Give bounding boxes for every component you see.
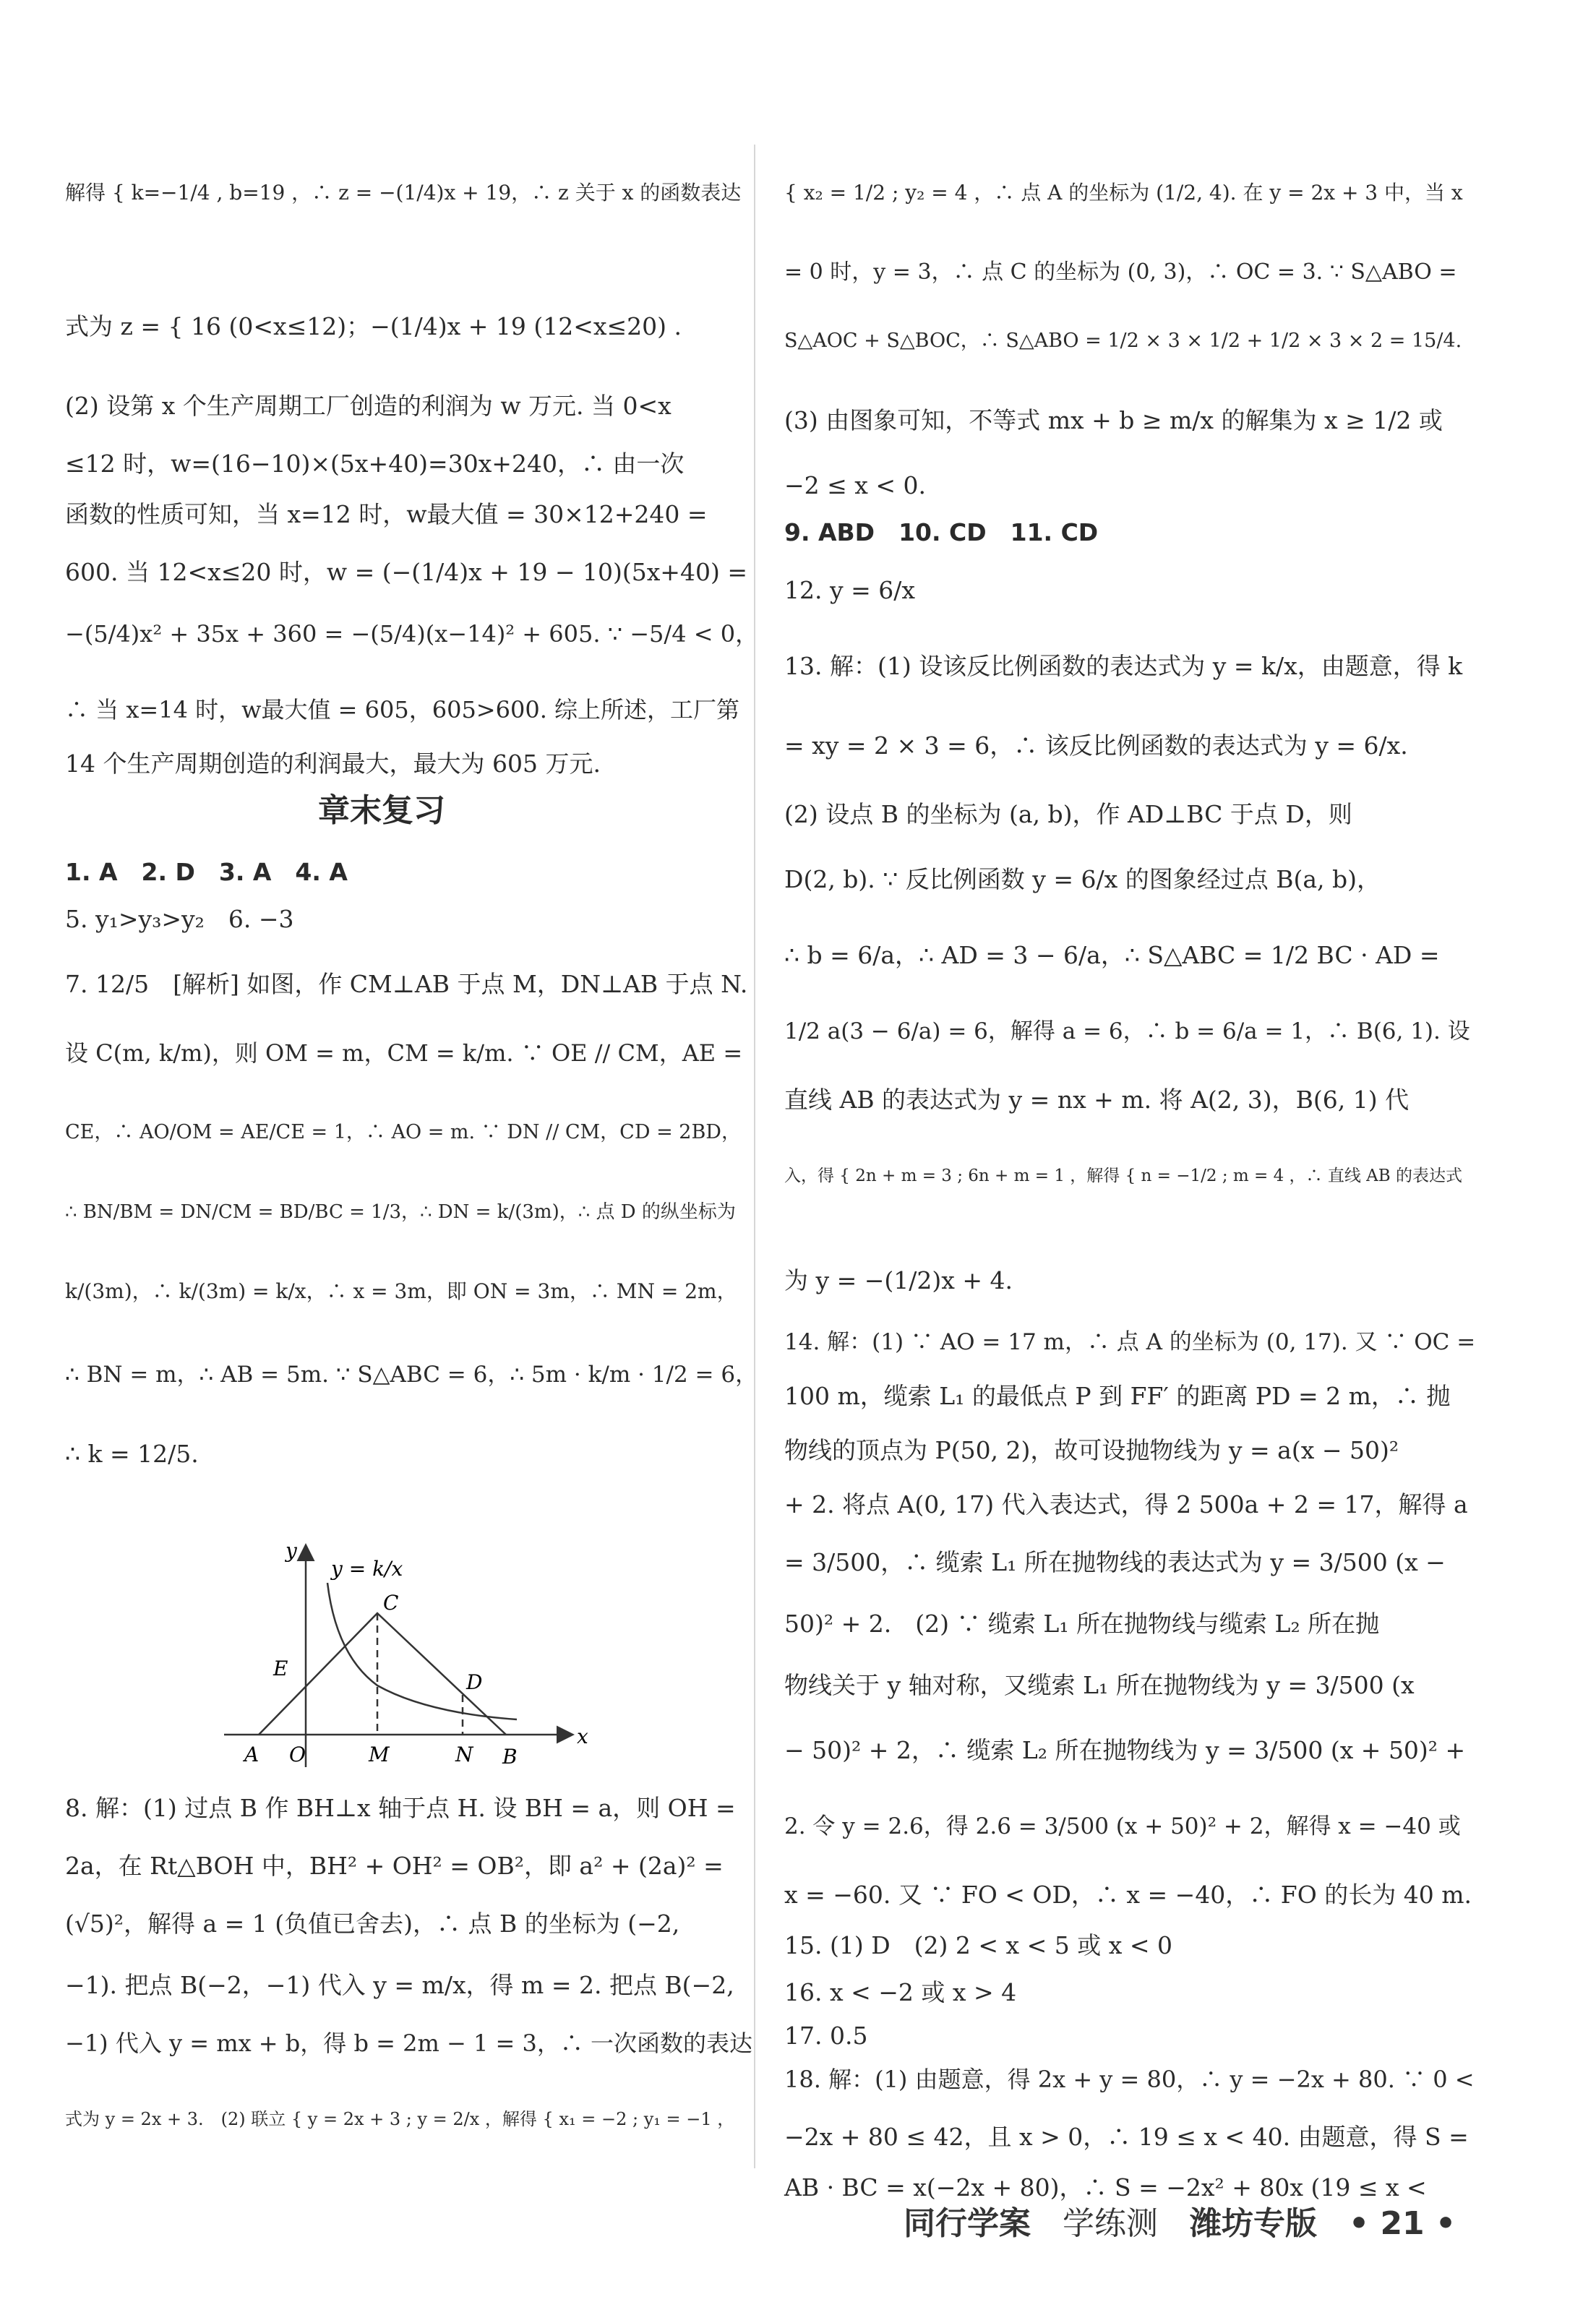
- text-line: (2) 设第 x 个生产周期工厂创造的利润为 w 万元. 当 0<x: [65, 392, 672, 420]
- text-line: 解得 { k=−1/4 , b=19 ，∴ z = −(1/4)x + 19，∴ z 关于 x 的函数表达: [65, 181, 742, 205]
- text-line: −2x + 80 ≤ 42，且 x > 0，∴ 19 ≤ x < 40. 由题意，得 S =: [784, 2123, 1469, 2151]
- label-m: M: [369, 1743, 390, 1766]
- text-line: AB · BC = x(−2x + 80)，∴ S = −2x² + 80x (19 ≤ x <: [784, 2173, 1427, 2202]
- text-line: D(2, b). ∵ 反比例函数 y = 6/x 的图象经过点 B(a, b)，: [784, 865, 1381, 893]
- hyperbola-curve: [327, 1583, 517, 1719]
- text-line: 物线的顶点为 P(50, 2)，故可设抛物线为 y = a(x − 50)²: [784, 1436, 1399, 1464]
- text-line: −(5/4)x² + 35x + 360 = −(5/4)(x−14)² + 605. ∵ −5/4 < 0，: [65, 620, 759, 648]
- text-line: ∴ BN/BM = DN/CM = BD/BC = 1/3，∴ DN = k/(3m)，∴ 点 D 的纵坐标为: [65, 1201, 736, 1223]
- text-line: ≤12 时，w=(16−10)×(5x+40)=30x+240，∴ 由一次: [65, 450, 685, 478]
- text-line: CE，∴ AO/OM = AE/CE = 1，∴ AO = m. ∵ DN // CM，CD = 2BD，: [65, 1121, 741, 1143]
- page-footer: [904, 2197, 1477, 2243]
- text-line: (3) 由图象可知，不等式 mx + b ≥ m/x 的解集为 x ≥ 1/2 或: [784, 406, 1443, 434]
- text-line: x = −60. 又 ∵ FO < OD，∴ x = −40，∴ FO 的长为 40 m.: [784, 1881, 1472, 1909]
- text-line: + 2. 将点 A(0, 17) 代入表达式，得 2 500a + 2 = 17，解得 a: [784, 1490, 1468, 1519]
- text-line: 100 m，缆索 L₁ 的最低点 P 到 FF′ 的距离 PD = 2 m，∴ 抛: [784, 1382, 1451, 1410]
- answer-line: 5. y₁>y₃>y₂ 6. −3: [65, 905, 294, 933]
- curve-label: y = k/x: [331, 1557, 403, 1581]
- footer-edition: 潍坊专版: [1190, 2205, 1317, 2242]
- text-line: S△AOC + S△BOC，∴ S△ABO = 1/2 × 3 × 1/2 + 1/2 × 3 × 2 = 15/4.: [784, 330, 1462, 352]
- text-line: 2a，在 Rt△BOH 中，BH² + OH² = OB²，即 a² + (2a)² =: [65, 1852, 724, 1880]
- label-a: A: [244, 1743, 259, 1766]
- text-line: k/(3m)，∴ k/(3m) = k/x，∴ x = 3m，即 ON = 3m，∴ MN = 2m，: [65, 1279, 737, 1303]
- section-title: 章末复习: [318, 792, 445, 829]
- text-line: 14 个生产周期创造的利润最大，最大为 605 万元.: [65, 750, 601, 778]
- text-line: 50)² + 2. (2) ∵ 缆索 L₁ 所在抛物线与缆索 L₂ 所在抛: [784, 1610, 1380, 1638]
- answer-line: 12. y = 6/x: [784, 576, 915, 604]
- answer-line: 1. A 2. D 3. A 4. A: [65, 858, 348, 886]
- label-n: N: [455, 1743, 473, 1766]
- answer-line: 17. 0.5: [784, 2022, 868, 2050]
- label-b: B: [502, 1745, 518, 1769]
- text-line: 入，得 { 2n + m = 3 ; 6n + m = 1 ，解得 { n = −1/2 ; m = 4 ，∴ 直线 AB 的表达式: [784, 1167, 1463, 1185]
- text-line: 14. 解：(1) ∵ AO = 17 m，∴ 点 A 的坐标为 (0, 17). 又 ∵ OC =: [784, 1329, 1476, 1355]
- text-line: − 50)² + 2，∴ 缆索 L₂ 所在抛物线为 y = 3/500 (x + 50)² +: [784, 1736, 1466, 1764]
- text-line: = 3/500，∴ 缆索 L₁ 所在抛物线的表达式为 y = 3/500 (x −: [784, 1548, 1446, 1576]
- text-line: 7. 12/5 [解析] 如图，作 CM⊥AB 于点 M，DN⊥AB 于点 N.: [65, 970, 748, 998]
- text-line: ∴ 当 x=14 时，w最大值 = 605，605>600. 综上所述，工厂第: [65, 696, 740, 723]
- text-line: 13. 解：(1) 设该反比例函数的表达式为 y = k/x，由题意，得 k: [784, 652, 1463, 680]
- label-o: O: [289, 1743, 306, 1766]
- text-line: 式为 y = 2x + 3. (2) 联立 { y = 2x + 3 ; y = 2/x ，解得 { x₁ = −2 ; y₁ = −1 ，: [65, 2109, 735, 2129]
- text-line: 2. 令 y = 2.6，得 2.6 = 3/500 (x + 50)² + 2，解得 x = −40 或: [784, 1813, 1461, 1839]
- text-line: = xy = 2 × 3 = 6，∴ 该反比例函数的表达式为 y = 6/x.: [784, 731, 1408, 760]
- function-figure: [210, 1518, 614, 1778]
- column-divider: [754, 145, 755, 2168]
- text-line: −1) 代入 y = mx + b，得 b = 2m − 1 = 3，∴ 一次函数的表达: [65, 2030, 752, 2057]
- text-line: 1/2 a(3 − 6/a) = 6，解得 a = 6，∴ b = 6/a = 1，∴ B(6, 1). 设: [784, 1018, 1470, 1044]
- text-line: −2 ≤ x < 0.: [784, 471, 927, 499]
- text-line: −1). 把点 B(−2，−1) 代入 y = m/x，得 m = 2. 把点 B(−2,: [65, 1971, 734, 1999]
- text-line: 18. 解：(1) 由题意，得 2x + y = 80，∴ y = −2x + 80. ∵ 0 <: [784, 2066, 1475, 2093]
- text-line: (2) 设点 B 的坐标为 (a, b)，作 AD⊥BC 于点 D，则: [784, 800, 1352, 828]
- text-line: ∴ k = 12/5.: [65, 1440, 199, 1468]
- text-line: 8. 解：(1) 过点 B 作 BH⊥x 轴于点 H. 设 BH = a，则 OH =: [65, 1794, 736, 1822]
- answer-line: 9. ABD 10. CD 11. CD: [784, 518, 1099, 546]
- text-line: ∴ b = 6/a，∴ AD = 3 − 6/a，∴ S△ABC = 1/2 BC · AD =: [784, 941, 1440, 969]
- label-c: C: [383, 1591, 399, 1615]
- text-line: 式为 z = { 16 (0<x≤12)；−(1/4)x + 19 (12<x≤20) .: [65, 312, 682, 340]
- text-line: { x₂ = 1/2 ; y₂ = 4 ，∴ 点 A 的坐标为 (1/2, 4). 在 y = 2x + 3 中，当 x: [784, 181, 1463, 205]
- text-line: = 0 时，y = 3，∴ 点 C 的坐标为 (0, 3)，∴ OC = 3. ∵ S△ABO =: [784, 259, 1457, 285]
- text-line: 600. 当 12<x≤20 时，w = (−(1/4)x + 19 − 10)(5x+40) =: [65, 558, 747, 586]
- text-line: 物线关于 y 轴对称，又缆索 L₁ 所在抛物线为 y = 3/500 (x: [784, 1671, 1415, 1699]
- text-line: 函数的性质可知，当 x=12 时，w最大值 = 30×12+240 =: [65, 500, 708, 528]
- page-number: • 21 •: [1349, 2205, 1456, 2242]
- text-line: 直线 AB 的表达式为 y = nx + m. 将 A(2, 3)，B(6, 1) 代: [784, 1086, 1410, 1114]
- label-y: y: [286, 1539, 297, 1563]
- footer-brand: 同行学案: [904, 2205, 1031, 2242]
- label-x: x: [577, 1725, 588, 1748]
- answer-line: 16. x < −2 或 x > 4: [784, 1978, 1017, 2006]
- line-ac: [259, 1685, 377, 1735]
- label-d: D: [466, 1670, 483, 1694]
- text-line: 为 y = −(1/2)x + 4.: [784, 1266, 1013, 1294]
- footer-series: 学练测: [1063, 2205, 1158, 2242]
- answer-line: 15. (1) D (2) 2 < x < 5 或 x < 0: [784, 1931, 1172, 1959]
- text-line: (√5)²，解得 a = 1 (负值已舍去)，∴ 点 B 的坐标为 (−2,: [65, 1910, 680, 1938]
- text-line: ∴ BN = m，∴ AB = 5m. ∵ S△ABC = 6，∴ 5m · k/m · 1/2 = 6，: [65, 1362, 758, 1388]
- text-line: 设 C(m, k/m)，则 OM = m，CM = k/m. ∵ OE // CM，AE =: [65, 1039, 743, 1067]
- label-e: E: [273, 1657, 288, 1680]
